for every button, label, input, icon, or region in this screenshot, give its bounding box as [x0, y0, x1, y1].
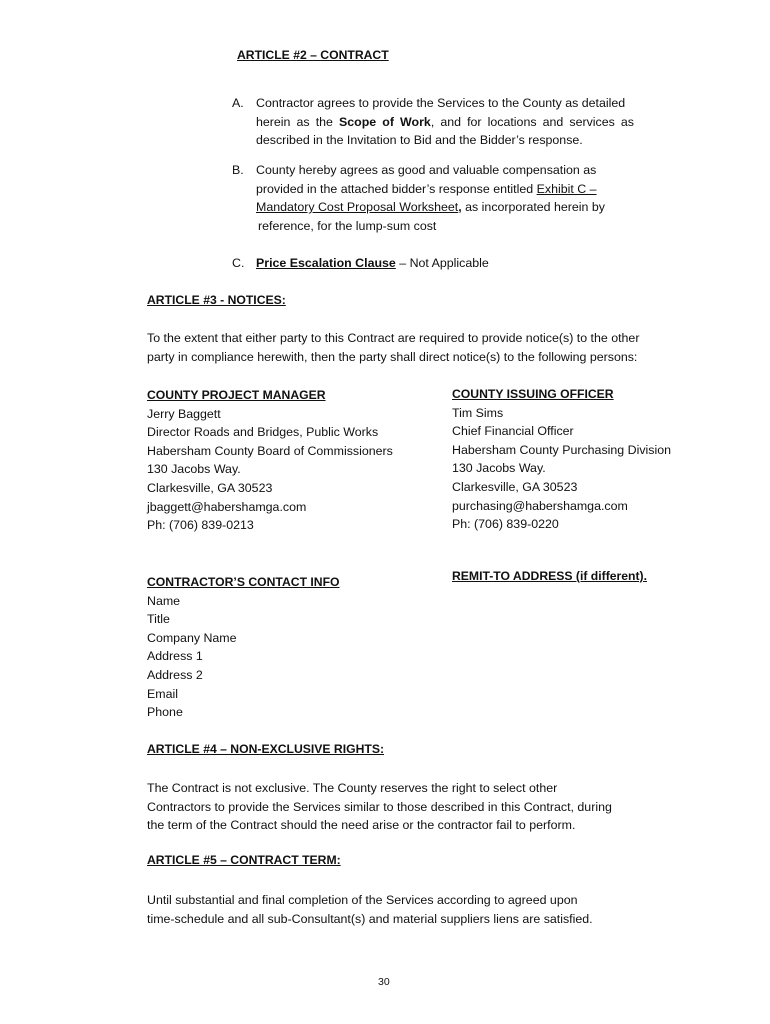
item-b-line3-post: as incorporated herein by: [461, 200, 605, 215]
item-a-line1: Contractor agrees to provide the Services to the County as detailed: [256, 96, 626, 110]
contractor-field-label: Address 1: [147, 649, 203, 664]
item-c-rest: – Not Applicable: [395, 256, 489, 270]
contractor-contact-heading: CONTRACTOR’S CONTACT INFO: [147, 575, 340, 589]
cpm-line: 130 Jacobs Way.: [147, 462, 241, 477]
contractor-field-label: Email: [147, 686, 178, 701]
county-issuing-officer-heading: COUNTY ISSUING OFFICER: [452, 387, 614, 401]
article3-heading: ARTICLE #3 - NOTICES:: [147, 293, 286, 307]
article2-item-c: [256, 254, 489, 273]
article2-item-b: [256, 161, 626, 235]
price-escalation-clause-term: Price Escalation Clause: [256, 256, 396, 270]
item-b-line2: [256, 180, 626, 199]
cpm-line: Jerry Baggett: [147, 406, 221, 421]
item-a-line2-pre: herein as the: [256, 114, 333, 129]
county-project-manager-heading: COUNTY PROJECT MANAGER: [147, 388, 326, 402]
cpm-line: Clarkesville, GA 30523: [147, 480, 273, 495]
cio-line: Clarkesville, GA 30523: [452, 479, 578, 494]
article5-line: Until substantial and final completion of the Services according to agreed upon: [147, 893, 578, 907]
cpm-line: Director Roads and Bridges, Public Works: [147, 425, 379, 440]
contractor-field-label: Title: [147, 612, 170, 627]
exhibit-c-reference: Exhibit C –: [536, 181, 597, 196]
cio-line: 130 Jacobs Way.: [452, 461, 546, 476]
article2-item-a-marker: A.: [232, 96, 244, 110]
county-project-manager-block: [147, 386, 393, 535]
item-b-line3: [256, 198, 626, 217]
cio-line: Chief Financial Officer: [452, 424, 574, 439]
article3-paragraph: [147, 329, 639, 366]
contractor-field-label: Phone: [147, 705, 183, 720]
article4-line: Contractors to provide the Services similar to those described in this Contract, during: [147, 799, 612, 814]
article4-line: The Contract is not exclusive. The County reserves the right to select other: [147, 781, 558, 795]
article2-heading: ARTICLE #2 – CONTRACT: [237, 48, 389, 62]
cio-email: purchasing@habershamga.com: [452, 498, 628, 513]
article5-heading: ARTICLE #5 – CONTRACT TERM:: [147, 853, 341, 867]
article2-item-a: [256, 94, 634, 150]
item-b-comma: ,: [458, 200, 462, 215]
article4-heading: ARTICLE #4 – NON-EXCLUSIVE RIGHTS:: [147, 742, 385, 756]
article5-paragraph: [147, 891, 593, 928]
contractor-contact-block: [147, 573, 340, 722]
item-a-line3: described in the Invitation to Bid and the Bidder’s response.: [256, 133, 583, 148]
article3-line2: party in compliance herewith, then the party shall direct notice(s) to the following persons:: [147, 349, 638, 364]
cpm-line: Habersham County Board of Commissioners: [147, 443, 393, 458]
contractor-field-label: Address 2: [147, 667, 203, 682]
cio-phone: Ph: (706) 839-0220: [452, 517, 559, 532]
article3-line1: To the extent that either party to this Contract are required to provide notice(s) to the other: [147, 331, 640, 345]
article4-line: the term of the Contract should the need arise or the contractor fail to perform.: [147, 818, 576, 833]
item-b-line4: reference, for the lump-sum cost: [258, 218, 437, 233]
item-a-line2: [256, 113, 634, 132]
scope-of-work-term: Scope of Work: [339, 114, 431, 129]
remit-to-heading: REMIT-TO ADDRESS (if different).: [452, 569, 647, 583]
page-number: 30: [378, 976, 390, 988]
contractor-field-label: Company Name: [147, 630, 237, 645]
item-b-line2-pre: provided in the attached bidder’s response entitled: [256, 181, 534, 196]
item-b-line1: County hereby agrees as good and valuable compensation as: [256, 163, 597, 177]
contractor-field-label: Name: [147, 593, 181, 608]
cost-proposal-worksheet-reference: Mandatory Cost Proposal Worksheet: [256, 200, 459, 215]
article2-item-c-marker: C.: [232, 256, 245, 270]
article2-item-b-marker: B.: [232, 163, 244, 177]
item-a-line2-post: , and for locations and services as: [430, 114, 634, 129]
article5-line: time-schedule and all sub-Consultant(s) and material suppliers liens are satisfied.: [147, 911, 593, 926]
article4-paragraph: [147, 779, 612, 835]
cio-line: Habersham County Purchasing Division: [452, 442, 672, 457]
cio-line: Tim Sims: [452, 405, 504, 420]
cpm-email: jbaggett@habershamga.com: [147, 499, 307, 514]
county-issuing-officer-block: [452, 385, 671, 534]
cpm-phone: Ph: (706) 839-0213: [147, 518, 254, 533]
